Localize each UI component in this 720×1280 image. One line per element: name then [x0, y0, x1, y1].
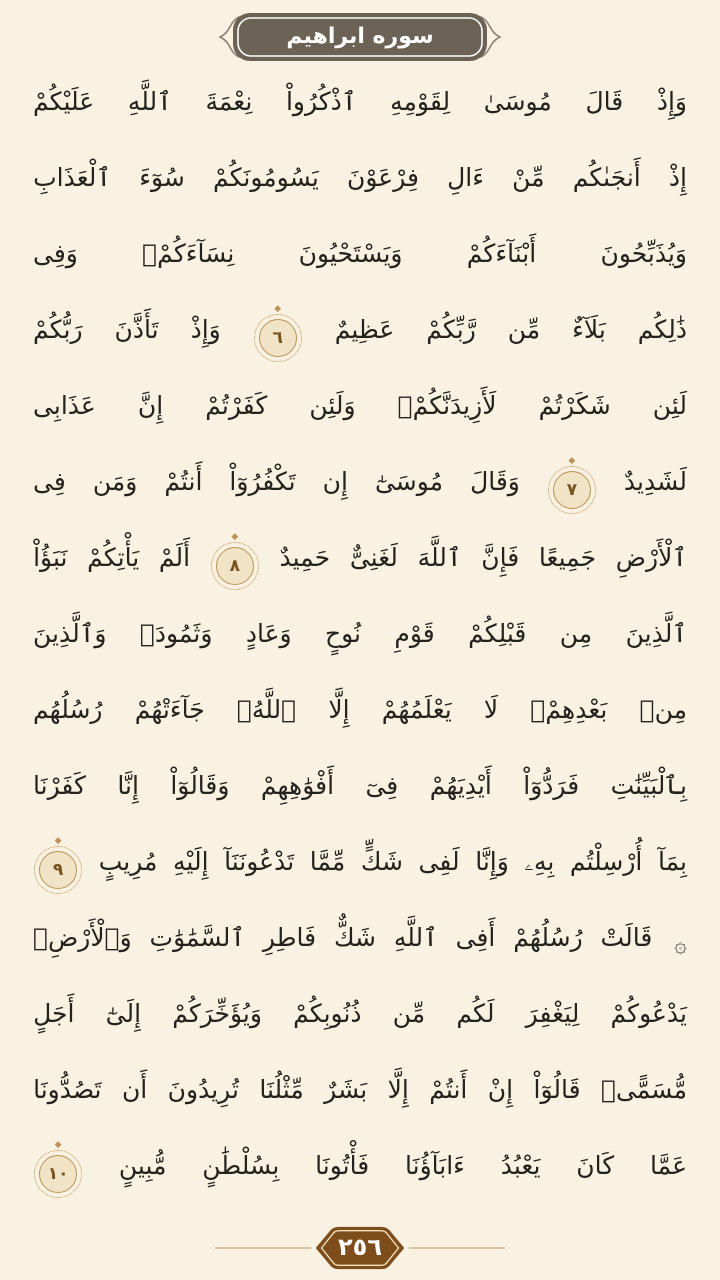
ayah-word: شَكٌّ: [333, 923, 376, 952]
ayah-word: رُسُلُهُمْ: [513, 923, 583, 952]
ayah-word: يَعْلَمُهُمْ: [381, 695, 452, 724]
ayah-word: ٱلَّذِينَ: [625, 619, 687, 648]
ayah-word: بَشَرٌ: [324, 1075, 368, 1104]
ayah-word: بِٱلْبَيِّنَٰتِ: [610, 771, 687, 800]
quran-line: [33, 756, 687, 832]
ayah-word: قَوْمِ: [394, 619, 435, 648]
ayah-word: وَإِذْ: [190, 315, 221, 344]
quran-line: [33, 604, 687, 680]
ayah-word: وَإِذْ: [656, 87, 687, 116]
ayah-word: وَيَسْتَحْيُونَ: [298, 239, 403, 268]
ayah-word: جَمِيعًا: [538, 543, 597, 572]
page-footer: [0, 1222, 720, 1274]
ayah-word: بِسُلْطَٰنٍ: [202, 1151, 280, 1180]
ayah-word: وَفِى: [33, 239, 78, 268]
ayah-word: وَعَادٍ: [245, 619, 292, 648]
ayah-word: تَكْفُرُوٓاْ: [229, 467, 296, 496]
ayah-word: يَأْتِكُمْ: [87, 543, 140, 572]
ayah-word: جَآءَتْهُمْ: [134, 695, 205, 724]
ayah-word: فَأْتُونَا: [315, 1151, 370, 1180]
quran-line: [33, 1060, 687, 1136]
ayah-word: لَا: [483, 695, 499, 724]
ayah-word: نَبَؤُاْ: [33, 543, 68, 572]
ayah-word: عَلَيْكُمْ: [33, 87, 95, 116]
surah-title: سوره ابراهيم: [286, 23, 434, 49]
ayah-word: وَقَالَ: [470, 467, 520, 496]
ayah-word: وَٱلَّذِينَ: [33, 619, 107, 648]
ayah-word: نِسَآءَكُمْۚ: [142, 239, 235, 268]
ayah-word: ٱللَّهَ: [417, 543, 462, 572]
ayah-word: إِنَّا: [117, 771, 139, 800]
verse-number-marker-icon: ٨ ◆: [216, 547, 254, 585]
ayah-word: ٱللَّهِ: [127, 87, 172, 116]
ayah-word: رَّبِّكُمْ: [426, 315, 476, 344]
ayah-word: لَأَزِيدَنَّكُمْۖ: [397, 391, 497, 420]
ayah-word: فَإِنَّ: [481, 543, 520, 572]
quran-line: [33, 680, 687, 756]
ayah-word: مِنۢ: [639, 695, 687, 724]
ayah-word: عَظِيمٌ: [334, 315, 395, 344]
ayah-word: قَالَتْ: [600, 923, 653, 952]
ayah-word: ٱلسَّمَٰوَٰتِ: [149, 923, 246, 952]
ayah-word: كَانَ: [576, 1151, 615, 1180]
ayah-word: رَبُّكُمْ: [33, 315, 83, 344]
ayah-word: ٱللَّهِ: [393, 923, 438, 952]
ayah-word: مِّثْلُنَا: [259, 1075, 304, 1104]
ayah-word: وَيُؤَخِّرَكُمْ: [172, 999, 262, 1028]
ayah-word: إِلَّا: [328, 695, 350, 724]
ayah-word: مِّن: [392, 999, 426, 1028]
ayah-word: عَذَابِى: [33, 391, 96, 420]
ayah-word: إِلَىٰٓ: [105, 999, 142, 1028]
ayah-word: نُوحٍ: [324, 619, 361, 648]
rub-el-hizb-icon: ۞: [674, 933, 687, 958]
ayah-word: وَقَالُوٓاْ: [170, 771, 230, 800]
ayah-word: وَيُذَبِّحُونَ: [600, 239, 687, 268]
ayah-word: أَن: [121, 1075, 148, 1104]
footer-rule-left: [215, 1247, 311, 1249]
ayah-word: نِعْمَةَ: [205, 87, 253, 116]
ayah-word: مِن: [559, 619, 593, 648]
ayah-word: مِّمَّا: [309, 847, 346, 876]
ayah-word: إِلَيْهِ: [173, 847, 209, 876]
ayah-word: فَاطِرِ: [262, 923, 317, 952]
ayah-word: ذُنُوبِكُمْ: [293, 999, 362, 1028]
ayah-word: لِيَغْفِرَ: [525, 999, 580, 1028]
ayah-word: بِهِۦ: [524, 847, 555, 876]
ayah-word: شَكٍّ: [360, 847, 403, 876]
quran-text-area: [0, 64, 720, 1212]
ayah-word: كَفَرْنَا: [33, 771, 86, 800]
ayah-word: لَفِى: [418, 847, 460, 876]
ayah-word: عَمَّا: [650, 1151, 687, 1180]
ayah-word: إِلَّا: [387, 1075, 409, 1104]
verse-number-marker-icon: ٩ ◆: [39, 851, 77, 889]
ayah-word: ٱذْكُرُواْ: [285, 87, 357, 116]
ayah-word: يَدْعُوكُمْ: [610, 999, 687, 1028]
page-header: [0, 10, 720, 64]
ayah-word: فِىٓ: [365, 771, 399, 800]
ayah-word: لَشَدِيدٌ: [623, 467, 687, 496]
ayah-word: أَبْنَآءَكُمْ: [466, 239, 537, 268]
ayah-word: ءَالِ: [447, 163, 484, 192]
quran-line: [33, 832, 687, 908]
footer-rule-right: [409, 1247, 505, 1249]
ayah-word: ٱلْعَذَابِ: [33, 163, 112, 192]
ayah-word: قَالَ: [585, 87, 624, 116]
ayah-word: أَلَمْ: [158, 543, 191, 572]
ayah-word: مُرِيبٍ: [98, 847, 158, 876]
ayah-word: حَمِيدٌ: [279, 543, 331, 572]
ayah-word: وَلَئِن: [309, 391, 356, 420]
ayah-word: إِذْ: [668, 163, 687, 192]
ayah-word: لَكُم: [456, 999, 495, 1028]
ayah-word: سُوٓءَ: [139, 163, 185, 192]
ayah-word: تَصُدُّونَا: [33, 1075, 102, 1104]
ayah-word: مُّسَمًّىۚ: [601, 1075, 687, 1104]
ayah-word: أَنتُمْ: [164, 467, 203, 496]
ayah-word: وَمَن: [92, 467, 138, 496]
ayah-word: أَفْوَٰهِهِمْ: [260, 771, 335, 800]
ayah-word: إِنَّ: [137, 391, 164, 420]
ayah-word: بَلَآءٌ: [572, 315, 606, 344]
ayah-word: مُّبِينٍ: [118, 1151, 167, 1180]
verse-number-marker-icon: ٦ ◆: [259, 319, 297, 357]
quran-line: [33, 300, 687, 376]
ayah-word: فِى: [33, 467, 66, 496]
ayah-word: فِرْعَوْنَ: [347, 163, 419, 192]
ayah-word: يَسُومُونَكُمْ: [212, 163, 319, 192]
page-number-badge: [312, 1222, 408, 1274]
verse-number-marker-icon: ٧ ◆: [553, 471, 591, 509]
ayah-word: قَالُوٓاْ: [533, 1075, 581, 1104]
ayah-word: فَرَدُّوٓاْ: [523, 771, 580, 800]
ayah-word: وَإِنَّا: [475, 847, 509, 876]
ayah-word: تُرِيدُونَ: [167, 1075, 239, 1104]
ayah-word: كَفَرْتُمْ: [205, 391, 268, 420]
ayah-word: رُسُلُهُم: [33, 695, 103, 724]
ayah-word: تَدْعُونَنَآ: [224, 847, 295, 876]
page-number: ٢٥٦: [338, 1233, 382, 1261]
ayah-word: شَكَرْتُمْ: [538, 391, 611, 420]
ayah-word: أَنتُمْ: [429, 1075, 468, 1104]
ayah-word: يَعْبُدُ: [500, 1151, 541, 1180]
ayah-word: أَنجَىٰكُم: [572, 163, 641, 192]
ayah-word: بِمَآ: [657, 847, 687, 876]
ayah-word: لِقَوْمِهِ: [390, 87, 451, 116]
ayah-word: تَأَذَّنَ: [114, 315, 159, 344]
ayah-word: ٱلْأَرْضِ: [615, 543, 687, 572]
quran-line: [33, 452, 687, 528]
quran-line: [33, 528, 687, 604]
ayah-word: وَٱلْأَرْضِۖ: [33, 923, 132, 952]
ayah-word: لَئِن: [652, 391, 687, 420]
quran-line: [33, 984, 687, 1060]
ayah-word: ءَابَآؤُنَا: [405, 1151, 465, 1180]
ayah-word: ٱللَّهُۚ: [236, 695, 297, 724]
ayah-word: مِّن: [507, 315, 541, 344]
ayah-word: مِّنْ: [512, 163, 545, 192]
quran-line: [33, 224, 687, 300]
quran-line: [33, 908, 687, 984]
ayah-word: وَثَمُودَۛ: [139, 619, 213, 648]
ayah-word: أُرْسِلْتُم: [569, 847, 643, 876]
ayah-word: مُوسَىٰٓ: [374, 467, 444, 496]
ayah-word: أَفِى: [455, 923, 496, 952]
ayah-word: إِنْ: [487, 1075, 514, 1104]
ayah-word: مُوسَىٰ: [483, 87, 552, 116]
surah-title-banner: [217, 10, 503, 64]
ayah-word: بَعْدِهِمْۛ: [530, 695, 608, 724]
quran-line: [33, 148, 687, 224]
verse-number-marker-icon: ١٠ ◆: [39, 1155, 77, 1193]
ayah-word: أَيْدِيَهُمْ: [429, 771, 492, 800]
ayah-word: أَجَلٍ: [33, 999, 75, 1028]
quran-line: [33, 376, 687, 452]
ayah-word: إِن: [322, 467, 348, 496]
quran-line: [33, 1136, 687, 1212]
quran-line: [33, 72, 687, 148]
ayah-word: قَبْلِكُمْ: [468, 619, 527, 648]
ayah-word: ذَٰلِكُم: [637, 315, 687, 344]
ayah-word: لَغَنِىٌّ: [349, 543, 398, 572]
